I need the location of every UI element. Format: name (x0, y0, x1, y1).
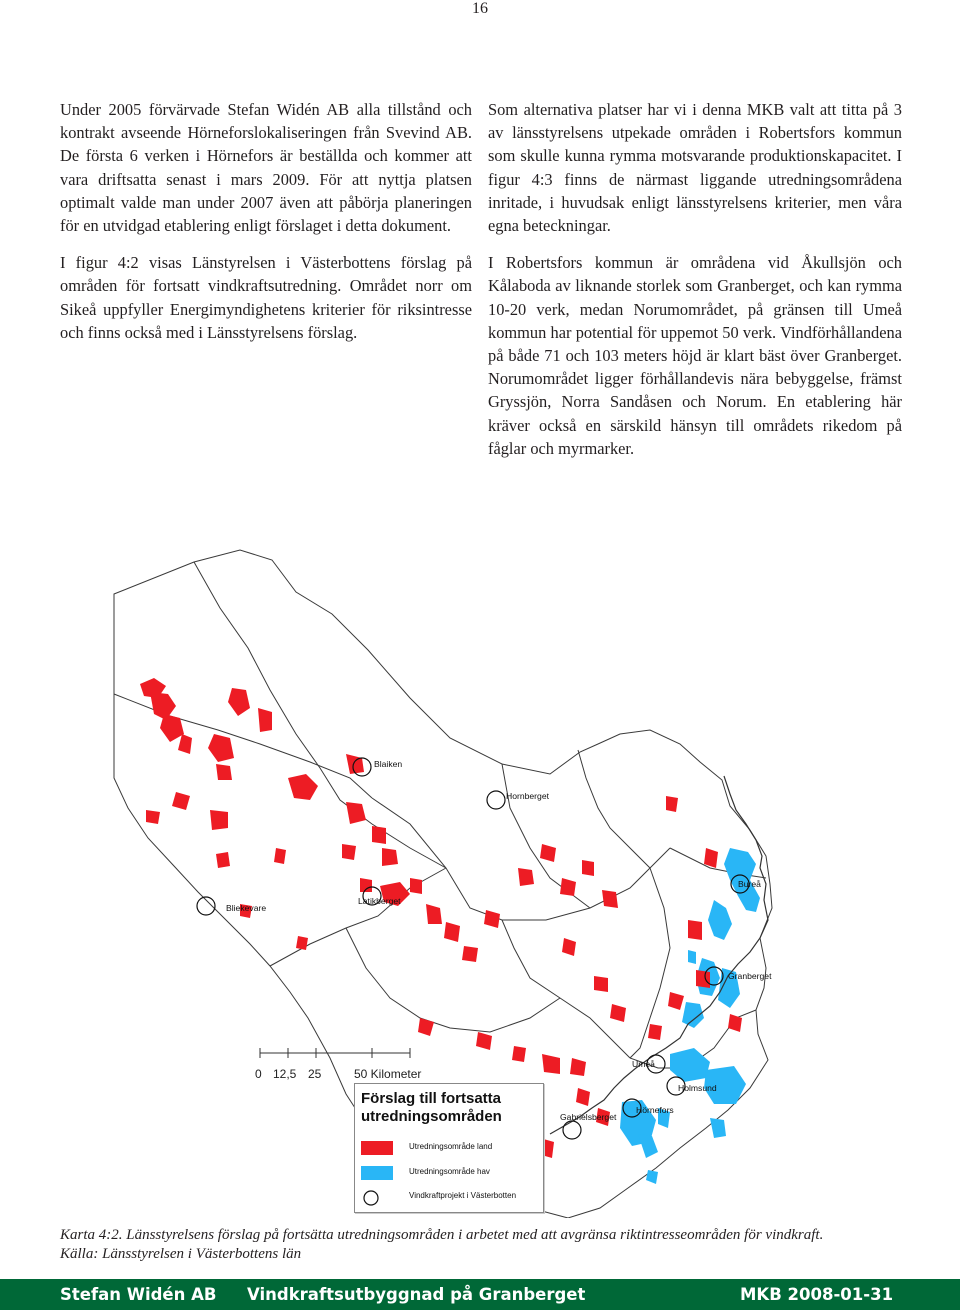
place-label-bliekevare: Bliekevare (226, 903, 267, 913)
place-label-hornefors: Hörnefors (636, 1105, 674, 1115)
left-column (60, 98, 472, 358)
place-label-gabrielsberget: Gabrielsberget (560, 1112, 617, 1122)
scale-tick-1: 12,5 (273, 1067, 297, 1081)
scale-tick-3: 50 Kilometer (354, 1067, 422, 1081)
place-label-hornberget: Hornberget (506, 791, 549, 801)
place-label-latikberget: Latikberget (358, 896, 401, 906)
legend-label-project: Vindkraftprojekt i Västerbotten (409, 1191, 517, 1200)
footer-doc-id: MKB 2008-01-31 (740, 1285, 894, 1304)
page-footer (0, 1279, 960, 1310)
figure-caption (60, 1226, 920, 1264)
caption-source: Källa: Länsstyrelsen i Västerbottens län (60, 1246, 302, 1262)
place-label-umea: Umeå (632, 1059, 655, 1069)
scale-bar (260, 1048, 410, 1058)
place-label-bureå: Bureå (738, 879, 761, 889)
paragraph: Som alternativa platser har vi i denna MKB valt att titta på 3 av länsstyrelsens utpekade områden i Robertsfors kommun som skulle kunna rymma motsvarande produktionskapacitet. I figur 4:3 finns de närmast liggande utredningsområdena inritade, i huvudsak enligt länsstyrelsens kriterier, men våra egna beteckningar. (488, 100, 902, 236)
place-label-holmsund: Holmsund (678, 1083, 717, 1093)
legend-label-sea: Utredningsområde hav (409, 1167, 490, 1176)
place-label-blaiken: Blaiken (374, 759, 403, 769)
page-number: 16 (472, 0, 488, 17)
footer-company: Stefan Widén AB (60, 1285, 217, 1304)
scale-tick-0: 0 (255, 1067, 262, 1081)
place-label-granberget: Granberget (728, 971, 772, 981)
footer-project: Vindkraftsutbyggnad på Granberget (247, 1285, 586, 1304)
legend-title: Förslag till fortsatta utredningsområden (361, 1090, 502, 1125)
sea-swatch (361, 1166, 393, 1180)
paragraph: I Robertsfors kommun är områdena vid Åkullsjön och Kålaboda av liknande storlek som Granberget, och kan rymma 10-20 verk, medan Norumområdet, på gränsen till Umeå kommun har potential för uppemot 50 verk. Vindförhållandena på både 71 och 103 meters höjd är klart bäst över Granberget. Norumområdet ligger förhållandevis nära bebyggelse, främst Gryssjön, Norra Sandåsen och Norum. En etablering här kräver också en särskild hänsyn till områdets rikedom på fåglar och myrmarker. (488, 253, 902, 458)
sea-areas (620, 848, 760, 1184)
legend-label-land: Utredningsområde land (409, 1142, 493, 1151)
right-column (488, 98, 902, 474)
map-figure (110, 548, 800, 1218)
land-swatch (361, 1141, 393, 1155)
paragraph: Under 2005 förvärvade Stefan Widén AB alla tillstånd och kontrakt avseende Hörneforslokaliseringen från Svevind AB. De första 6 verken i Hörnefors är beställda och kommer att vara driftsatta senast i mars 2009. För att nyttja platsen optimalt valde man under 2007 även att påbörja planeringen för en utvidgad etablering enligt förslaget i detta dokument. (60, 100, 472, 236)
map-legend (354, 1083, 544, 1213)
legend-item-project (361, 1190, 517, 1206)
caption-line: Karta 4:2. Länsstyrelsens förslag på fortsätta utredningsområden i arbetet med att avgränsa riktintresseområden för vindkraft. (60, 1227, 824, 1243)
paragraph: I figur 4:2 visas Länstyrelsen i Västerbottens förslag på områden för fortsatt vindkraftsutredning. Området norr om Sikeå uppfyller Energimyndighetens kriterier för riksintresse och finns också med i Länsstyrelsens förslag. (60, 253, 472, 342)
scale-tick-2: 25 (308, 1067, 322, 1081)
circle-icon (361, 1190, 393, 1206)
